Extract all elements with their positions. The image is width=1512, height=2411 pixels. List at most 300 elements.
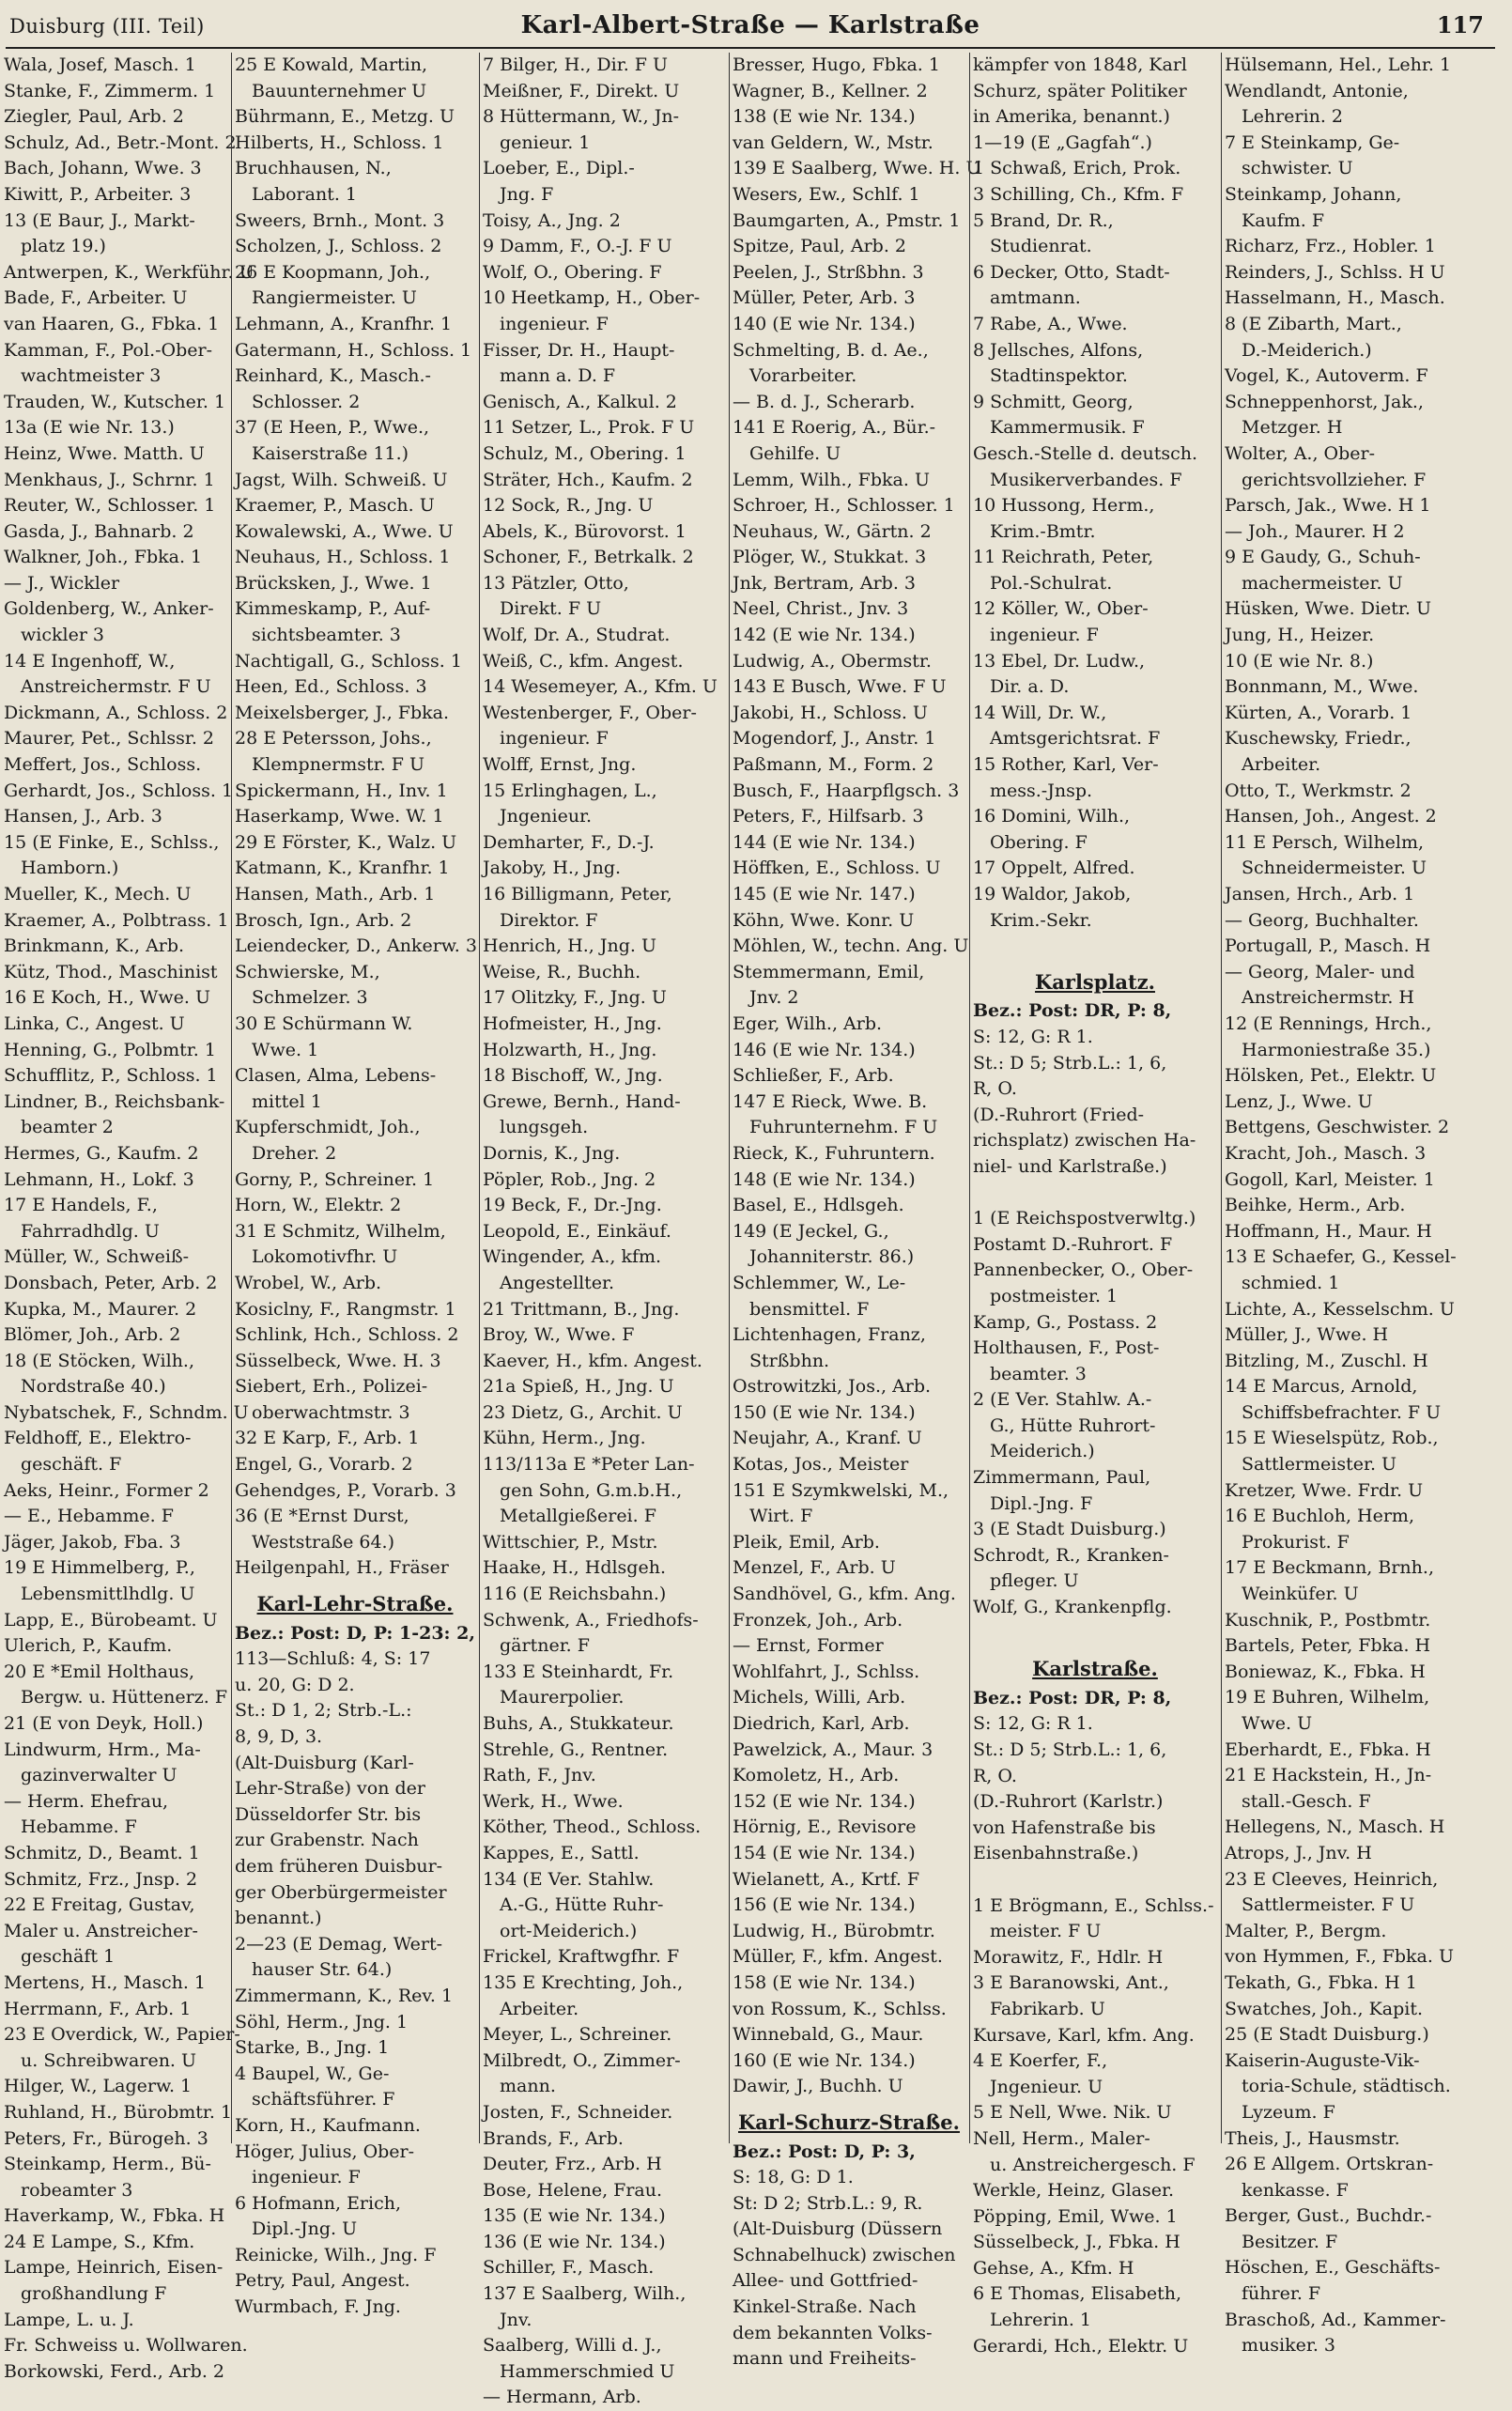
directory-entry: Harmoniestraße 35.) <box>1242 1039 1431 1060</box>
directory-entry: beamter. 3 <box>990 1363 1087 1384</box>
directory-entry: 140 (E wie Nr. 134.) <box>733 313 916 334</box>
directory-entry: St.: D 1, 2; Strb.-L.: <box>235 1700 412 1722</box>
directory-entry: 11 Setzer, L., Prok. F U <box>483 417 695 439</box>
directory-entry: Meiderich.) <box>990 1441 1095 1462</box>
directory-entry: Ruhland, H., Bürobmtr. 1 <box>4 2101 233 2123</box>
directory-entry: Brücksken, J., Wwe. 1 <box>235 572 432 594</box>
directory-entry: Hansen, Math., Arb. 1 <box>235 884 436 904</box>
column-4 <box>733 53 981 2370</box>
directory-entry: 6 Hofmann, Erich, <box>235 2192 402 2214</box>
directory-entry: Höger, Julius, Ober- <box>235 2141 415 2162</box>
directory-entry: Bose, Helene, Frau. <box>483 2179 663 2201</box>
directory-entry: 21 (E von Deyk, Holl.) <box>4 1713 204 1734</box>
directory-entry: Bruchhausen, N., <box>235 158 392 179</box>
directory-entry: Abels, K., Bürovorst. 1 <box>483 520 687 542</box>
directory-entry: Fisser, Dr. H., Haupt- <box>483 339 675 361</box>
directory-entry: hauser Str. 64.) <box>252 1959 393 1981</box>
directory-entry: Brosch, Ign., Arb. 2 <box>235 909 412 931</box>
directory-entry: 29 E Förster, K., Walz. U <box>235 831 457 853</box>
directory-entry: 8, 9, D, 3. <box>235 1726 323 1747</box>
directory-entry: Michels, Willi, Arb. <box>733 1687 906 1708</box>
directory-entry: Eger, Wilh., Arb. <box>733 1012 883 1034</box>
directory-entry: Pawelzick, A., Maur. 3 <box>733 1739 933 1760</box>
directory-entry: Kütz, Thod., Maschinist <box>4 961 218 982</box>
directory-entry: van Haaren, G., Fbka. 1 <box>4 313 220 334</box>
directory-entry: Strßbhn. <box>749 1350 830 1371</box>
directory-entry: Werk, H., Wwe. <box>483 1790 624 1812</box>
directory-entry: Meffert, Jos., Schloss. <box>4 754 202 776</box>
directory-entry: Nordstraße 40.) <box>21 1376 166 1398</box>
directory-entry: 16 E Koch, H., Wwe. U <box>4 987 211 1009</box>
directory-entry: 23 Dietz, G., Archit. U <box>483 1401 683 1423</box>
directory-entry: Wesers, Ew., Schlf. 1 <box>733 183 920 205</box>
directory-entry: genieur. 1 <box>500 131 591 153</box>
directory-entry: schäftsführer. F <box>252 2089 395 2110</box>
directory-entry: Theis, J., Hausmstr. <box>1225 2127 1400 2149</box>
directory-entry: Hasselmann, H., Masch. <box>1225 287 1445 309</box>
directory-entry: von Hymmen, F., Fbka. U <box>1225 1946 1454 1968</box>
column-divider <box>1221 53 1222 2143</box>
directory-entry: Jnv. <box>500 2309 532 2330</box>
directory-entry: Parsch, Jak., Wwe. H 1 <box>1225 495 1431 517</box>
directory-entry: 12 Köller, W., Ober- <box>973 598 1149 620</box>
directory-entry: Lichtenhagen, Franz, <box>733 1324 926 1346</box>
directory-entry: Lapp, E., Bürobeamt. U <box>4 1609 218 1631</box>
directory-entry: Plöger, W., Stukkat. 3 <box>733 547 927 568</box>
directory-entry: 8 Hüttermann, W., Jn- <box>483 106 680 128</box>
directory-entry: Möhlen, W., techn. Ang. U <box>733 935 969 957</box>
directory-entry: ingenieur. F <box>500 728 609 750</box>
directory-entry: G., Hütte Ruhrort- <box>990 1414 1156 1436</box>
street-heading: Karlsplatz. <box>1035 969 1155 994</box>
directory-entry: 18 Bischoff, W., Jng. <box>483 1065 663 1087</box>
directory-entry: St.: D 5; Strb.L.: 1, 6, <box>973 1739 1167 1760</box>
directory-entry: 8 (E Zibarth, Mart., <box>1225 313 1402 334</box>
directory-entry: Jngenieur. <box>500 806 593 827</box>
directory-entry: Borkowski, Ferd., Arb. 2 <box>4 2360 225 2382</box>
directory-entry: Sattlermeister. F U <box>1242 1894 1415 1916</box>
directory-entry: Hamborn.) <box>21 858 119 879</box>
volume-label: Duisburg (III. Teil) <box>9 15 205 38</box>
directory-entry: Lindner, B., Reichsbank- <box>4 1090 225 1112</box>
directory-entry: 141 E Roerig, A., Bür.- <box>733 417 936 439</box>
directory-entry: Düsseldorfer Str. bis <box>235 1803 422 1825</box>
directory-entry: 16 E Buchloh, Herm, <box>1225 1506 1414 1527</box>
directory-entry: Mueller, K., Mech. U <box>4 884 192 904</box>
directory-entry: Kraemer, P., Masch. U <box>235 495 435 517</box>
street-heading: Karlstraße. <box>1032 1657 1158 1681</box>
directory-entry: Siebert, Erh., Polizei- <box>235 1376 428 1398</box>
directory-entry: Josten, F., Schneider. <box>483 2101 673 2123</box>
directory-entry: Spickermann, H., Inv. 1 <box>235 780 448 801</box>
directory-entry: 10 Heetkamp, H., Ober- <box>483 287 701 309</box>
directory-entry: 14 Wesemeyer, A., Kfm. U <box>483 676 717 698</box>
directory-entry: Meißner, F., Direkt. U <box>483 80 680 101</box>
directory-entry: — Hermann, Arb. <box>483 2387 641 2408</box>
directory-entry: 5 Brand, Dr. R., <box>973 209 1114 231</box>
directory-entry: Hüsken, Wwe. Dietr. U <box>1225 598 1432 620</box>
directory-entry: Kursave, Karl, kfm. Ang. <box>973 2024 1195 2046</box>
directory-entry: 1—19 (E „Gagfah“.) <box>973 131 1152 153</box>
directory-entry: meister. F U <box>990 1921 1102 1942</box>
directory-entry: 17 Oppelt, Alfred. <box>973 858 1135 879</box>
directory-entry: richsplatz) zwischen Ha- <box>973 1130 1196 1151</box>
directory-entry: Toisy, A., Jng. 2 <box>483 209 621 231</box>
directory-entry: Höschen, E., Geschäfts- <box>1225 2257 1441 2279</box>
directory-entry: Lebensmittlhdlg. U <box>21 1584 195 1605</box>
directory-entry: Kuschewsky, Friedr., <box>1225 728 1412 750</box>
column-divider <box>729 53 730 2143</box>
directory-entry: Allee- und Gottfried- <box>733 2270 918 2292</box>
directory-entry: Frickel, Kraftwgfhr. F <box>483 1946 680 1968</box>
directory-entry: Süsselbeck, J., Fbka. H <box>973 2232 1180 2253</box>
directory-entry: R, O. <box>973 1078 1017 1100</box>
directory-entry: 4 E Koerfer, F., <box>973 2050 1108 2072</box>
directory-entry: Katmann, K., Kranfhr. 1 <box>235 858 450 879</box>
directory-entry: Wolter, A., Ober- <box>1225 442 1376 464</box>
directory-entry: 13 Pätzler, Otto, <box>483 572 629 594</box>
directory-entry: Ziegler, Paul, Arb. 2 <box>4 106 184 128</box>
district-info: Bez.: Post: D, P: 3, <box>733 2141 916 2162</box>
directory-entry: 142 (E wie Nr. 134.) <box>733 625 916 646</box>
directory-entry: Hermes, G., Kaufm. 2 <box>4 1142 199 1164</box>
directory-entry: Kupka, M., Maurer. 2 <box>4 1298 197 1320</box>
directory-entry: Hülsemann, Hel., Lehr. 1 <box>1225 54 1452 75</box>
directory-entry: 13a (E wie Nr. 13.) <box>4 417 175 439</box>
directory-entry: — B. d. J., Scherarb. <box>733 391 916 412</box>
directory-entry: pfleger. U <box>990 1570 1079 1592</box>
directory-entry: Weiß, C., kfm. Angest. <box>483 650 684 672</box>
directory-entry: S: 18, G: D 1. <box>733 2167 854 2188</box>
directory-entry: Bührmann, E., Metzg. U <box>235 106 455 128</box>
directory-entry: 3 E Baranowski, Ant., <box>973 1972 1169 1994</box>
directory-columns <box>4 53 1506 2408</box>
directory-entry: Rieck, K., Fuhruntern. <box>733 1142 935 1164</box>
directory-entry: Neel, Christ., Jnv. 3 <box>733 598 909 620</box>
directory-entry: Schufflitz, P., Schloss. 1 <box>4 1065 218 1087</box>
directory-entry: Ludwig, H., Bürobmtr. <box>733 1920 935 1941</box>
directory-entry: Neuhaus, W., Gärtn. 2 <box>733 520 932 542</box>
directory-entry: Süsselbeck, Wwe. H. 3 <box>235 1350 441 1371</box>
directory-entry: Kaiserin-Auguste-Vik- <box>1225 2049 1420 2071</box>
directory-entry: Mertens, H., Masch. 1 <box>4 1971 206 1993</box>
directory-entry: Reinhard, K., Masch.- <box>235 365 431 387</box>
directory-entry: 151 E Szymkwelski, M., <box>733 1479 949 1501</box>
directory-entry: — Georg, Maler- und <box>1225 961 1415 982</box>
directory-entry: St: D 2; Strb.L.: 9, R. <box>733 2192 923 2214</box>
directory-entry: Holthausen, F., Post- <box>973 1337 1160 1359</box>
directory-entry: Lehr-Straße) von der <box>235 1778 425 1800</box>
directory-entry: 11 Reichrath, Peter, <box>973 547 1154 568</box>
directory-entry: Schroer, H., Schlosser. 1 <box>733 495 955 517</box>
directory-entry: 148 (E wie Nr. 134.) <box>733 1168 916 1190</box>
directory-entry: 134 (E Ver. Stahlw. <box>483 1868 655 1890</box>
directory-entry: toria-Schule, städtisch. <box>1242 2076 1451 2097</box>
directory-entry: Komoletz, H., Arb. <box>733 1765 900 1786</box>
directory-entry: Sandhövel, G., kfm. Ang. <box>733 1584 956 1605</box>
directory-entry: Jäger, Jakob, Fba. 3 <box>4 1531 181 1553</box>
directory-entry: 36 (E *Ernst Durst, <box>235 1506 409 1527</box>
directory-entry: 150 (E wie Nr. 134.) <box>733 1401 916 1423</box>
directory-entry: Heinz, Wwe. Matth. U <box>4 442 205 464</box>
directory-entry: Fahrradhdlg. U <box>21 1220 160 1242</box>
directory-entry: Schnabelhuck) zwischen <box>733 2244 956 2265</box>
directory-entry: Klempnermstr. F U <box>252 754 424 776</box>
directory-entry: Bach, Johann, Wwe. 3 <box>4 158 202 179</box>
directory-entry: 5 E Nell, Wwe. Nik. U <box>973 2102 1172 2124</box>
directory-entry: mann. <box>500 2076 556 2097</box>
directory-entry: Lyzeum. F <box>1242 2101 1335 2123</box>
directory-entry: 15 Erlinghagen, L., <box>483 780 657 801</box>
column-1 <box>4 53 255 2382</box>
directory-entry: Haverkamp, W., Fbka. H <box>4 2205 225 2227</box>
directory-entry: Menkhaus, J., Schrnr. 1 <box>4 469 215 490</box>
directory-entry: Studienrat. <box>990 236 1092 257</box>
directory-entry: Bauunternehmer U <box>252 80 427 101</box>
directory-entry: 28 E Petersson, Johs., <box>235 728 432 750</box>
directory-entry: Kiwitt, P., Arbeiter. 3 <box>4 183 192 205</box>
directory-entry: Maurerpolier. <box>500 1687 625 1708</box>
directory-entry: Hilberts, H., Schloss. 1 <box>235 131 444 153</box>
directory-entry: Kaufm. F <box>1242 209 1325 231</box>
directory-entry: Walkner, Joh., Fbka. 1 <box>4 547 203 568</box>
directory-entry: Bergw. u. Hüttenerz. F <box>21 1687 228 1708</box>
directory-entry: Saalberg, Willi d. J., <box>483 2335 662 2357</box>
directory-entry: Bade, F., Arbeiter. U <box>4 287 188 309</box>
directory-entry: Richarz, Frz., Hobler. 1 <box>1225 236 1436 257</box>
directory-entry: Wurmbach, F. Jng. <box>235 2296 401 2318</box>
directory-entry: 20 E *Emil Holthaus, <box>4 1661 195 1682</box>
directory-entry: Hörnig, E., Revisore <box>733 1816 917 1838</box>
directory-entry: Kupferschmidt, Joh., <box>235 1117 421 1138</box>
directory-entry <box>973 1181 1217 1207</box>
directory-entry: Gehilfe. U <box>749 442 841 464</box>
directory-entry: Loeber, E., Dipl.- <box>483 158 635 179</box>
directory-entry: Hofmeister, H., Jng. <box>483 1012 662 1034</box>
directory-entry: Lampe, Heinrich, Eisen- <box>4 2257 224 2279</box>
directory-entry: 116 (E Reichsbahn.) <box>483 1584 667 1605</box>
directory-entry: ingenieur. F <box>252 2167 361 2188</box>
directory-entry: Schlosser. 2 <box>252 391 361 412</box>
directory-entry: 147 E Rieck, Wwe. B. <box>733 1090 928 1112</box>
directory-entry: 6 E Thomas, Elisabeth, <box>973 2283 1181 2305</box>
directory-entry: Weinküfer. U <box>1242 1584 1359 1605</box>
directory-entry: Metzger. H <box>1242 417 1343 439</box>
directory-entry: Bitzling, M., Zuschl. H <box>1225 1350 1428 1371</box>
directory-entry: 6 Decker, Otto, Stadt- <box>973 261 1170 283</box>
directory-entry: postmeister. 1 <box>990 1285 1119 1306</box>
directory-entry: 21a Spieß, H., Jng. U <box>483 1376 674 1398</box>
directory-entry: musiker. 3 <box>1242 2335 1336 2357</box>
directory-entry: 10 Hussong, Herm., <box>973 495 1155 517</box>
directory-entry: lungsgeh. <box>500 1117 589 1138</box>
directory-entry: Eisenbahnstraße.) <box>973 1843 1139 1864</box>
directory-entry: (Alt-Duisburg (Karl- <box>235 1752 414 1773</box>
directory-entry: Jng. F <box>500 183 554 205</box>
directory-entry: Lindwurm, Hrm., Ma- <box>4 1739 201 1760</box>
directory-entry: Gorny, P., Schreiner. 1 <box>235 1168 435 1190</box>
directory-entry: Wolf, G., Krankenpflg. <box>973 1597 1172 1618</box>
directory-entry: (D.-Ruhrort (Fried- <box>973 1104 1145 1125</box>
district-info: Bez.: Post: DR, P: 8, <box>973 1687 1172 1708</box>
directory-entry: Pleik, Emil, Arb. <box>733 1531 880 1553</box>
directory-entry: — Ernst, Former <box>733 1635 884 1657</box>
directory-entry: Bresser, Hugo, Fbka. 1 <box>733 54 940 75</box>
directory-entry: 139 E Saalberg, Wwe. H. U <box>733 158 981 179</box>
directory-entry: Starke, B., Jng. 1 <box>235 2037 390 2059</box>
directory-entry: Kimmeskamp, P., Auf- <box>235 598 431 620</box>
directory-entry: Kraemer, A., Polbtrass. 1 <box>4 909 229 931</box>
directory-entry: mann a. D. F <box>500 365 616 387</box>
directory-entry: Jngenieur. U <box>990 2076 1103 2097</box>
directory-entry: Maler u. Anstreicher- <box>4 1920 198 1941</box>
directory-entry: Gesch.-Stelle d. deutsch. <box>973 442 1198 464</box>
directory-entry: 138 (E wie Nr. 134.) <box>733 106 916 128</box>
directory-entry: Kuschnik, P., Postbmtr. <box>1225 1609 1431 1631</box>
directory-entry: Steinkamp, Johann, <box>1225 183 1402 205</box>
directory-entry <box>973 1867 1217 1893</box>
directory-entry: Anstreichermstr. H <box>1242 987 1414 1009</box>
directory-entry: robeamter 3 <box>21 2179 133 2201</box>
directory-entry: gen Sohn, G.m.b.H., <box>500 1479 683 1501</box>
directory-entry: Meyer, L., Schreiner. <box>483 2024 672 2046</box>
directory-entry: Wolff, Ernst, Jng. <box>483 754 637 776</box>
directory-entry: Weise, R., Buchh. <box>483 961 641 982</box>
directory-entry: Atrops, J., Jnv. H <box>1225 1842 1372 1863</box>
directory-entry: Gerardi, Hch., Elektr. U <box>973 2335 1189 2357</box>
directory-entry: 25 (E Stadt Duisburg.) <box>1225 2024 1429 2046</box>
directory-entry: 133 E Steinhardt, Fr. <box>483 1661 674 1682</box>
directory-entry <box>973 934 1217 960</box>
directory-entry: van Geldern, W., Mstr. <box>733 131 933 153</box>
directory-entry: Trauden, W., Kutscher. 1 <box>4 391 226 412</box>
directory-entry: 19 E Himmelberg, P., <box>4 1557 195 1579</box>
directory-entry: Arbeiter. <box>1242 754 1321 776</box>
directory-entry: Schwierske, M., <box>235 961 380 982</box>
page-header <box>6 8 1495 49</box>
directory-entry: Neujahr, A., Kranf. U <box>733 1428 922 1449</box>
directory-entry: 9 E Gaudy, G., Schuh- <box>1225 547 1421 568</box>
directory-entry: 136 (E wie Nr. 134.) <box>483 2231 666 2252</box>
directory-entry: Kühn, Herm., Jng. <box>483 1428 646 1449</box>
directory-entry: Linka, C., Angest. U <box>4 1012 185 1034</box>
directory-entry: Mogendorf, J., Anstr. 1 <box>733 728 936 750</box>
directory-entry: Lehmann, H., Lokf. 3 <box>4 1168 194 1190</box>
directory-entry: 23 E Overdick, W., Papier- <box>4 2024 240 2046</box>
directory-entry: Lenz, J., Wwe. U <box>1225 1090 1373 1112</box>
directory-entry: Kammermusik. F <box>990 417 1145 439</box>
page-number: 117 <box>1436 11 1484 39</box>
directory-entry: Schulz, Ad., Betr.-Mont. 2 <box>4 131 237 153</box>
column-3 <box>483 53 725 2408</box>
directory-entry: Peters, F., Hilfsarb. 3 <box>733 806 924 827</box>
directory-entry: Korn, H., Kaufmann. <box>235 2114 421 2136</box>
directory-entry: 144 (E wie Nr. 134.) <box>733 831 916 853</box>
directory-entry: 10 (E wie Nr. 8.) <box>1225 650 1374 672</box>
directory-entry: Sattlermeister. U <box>1242 1454 1397 1476</box>
directory-entry: Müller, J., Wwe. H <box>1225 1324 1389 1346</box>
directory-entry: Grewe, Bernh., Hand- <box>483 1090 681 1112</box>
directory-entry: 7 Bilger, H., Dir. F U <box>483 54 669 75</box>
directory-entry: Boniewaz, K., Fbka. H <box>1225 1661 1426 1682</box>
directory-entry: Holzwarth, H., Jng. <box>483 1039 657 1060</box>
directory-entry: Bettgens, Geschwister. 2 <box>1225 1117 1450 1138</box>
directory-entry: Fuhrunternehm. F U <box>749 1117 938 1138</box>
directory-entry: Baumgarten, A., Pmstr. 1 <box>733 209 961 231</box>
directory-entry: Ostrowitzki, Jos., Arb. <box>733 1376 932 1398</box>
directory-entry: von Hafenstraße bis <box>973 1816 1156 1838</box>
directory-entry: mittel 1 <box>252 1090 322 1112</box>
directory-entry: Milbredt, O., Zimmer- <box>483 2049 681 2071</box>
directory-entry: 12 Sock, R., Jng. U <box>483 495 654 517</box>
directory-entry: 32 E Karp, F., Arb. 1 <box>235 1428 420 1449</box>
directory-entry: Anstreichermstr. F U <box>21 676 211 698</box>
directory-entry: 145 (E wie Nr. 147.) <box>733 884 916 904</box>
directory-entry: Menzel, F., Arb. U <box>733 1557 896 1579</box>
directory-entry: Dipl.-Jng. F <box>990 1492 1093 1514</box>
directory-entry: Besitzer. F <box>1242 2231 1338 2252</box>
directory-entry: Portugall, P., Masch. H <box>1225 935 1431 957</box>
directory-entry: 31 E Schmitz, Wilhelm, <box>235 1220 446 1242</box>
directory-entry: Sträter, Hch., Kaufm. 2 <box>483 469 693 490</box>
directory-entry: Lehrerin. 2 <box>1242 106 1343 128</box>
directory-entry: machermeister. U <box>1242 572 1403 594</box>
directory-entry: Direktor. F <box>500 909 598 931</box>
directory-entry: 152 (E wie Nr. 134.) <box>733 1790 916 1812</box>
directory-entry: Schmelzer. 3 <box>252 987 368 1009</box>
directory-entry: Ulerich, P., Kaufm. <box>4 1635 173 1657</box>
directory-entry: mess.-Jnsp. <box>990 780 1093 801</box>
directory-entry: 4 Baupel, W., Ge- <box>235 2063 390 2084</box>
directory-entry: Lichte, A., Kesselschm. U <box>1225 1298 1455 1320</box>
directory-entry: Wendlandt, Antonie, <box>1225 80 1409 101</box>
directory-entry: Wolf, Dr. A., Studrat. <box>483 625 671 646</box>
directory-entry: führer. F <box>1242 2283 1321 2305</box>
directory-entry: dem früheren Duisbur- <box>235 1855 443 1877</box>
directory-entry: Weststraße 64.) <box>252 1531 395 1553</box>
directory-entry: Köther, Theod., Schloss. <box>483 1816 702 1838</box>
directory-entry: Clasen, Alma, Lebens- <box>235 1065 437 1087</box>
directory-entry: Bartels, Peter, Fbka. H <box>1225 1635 1431 1657</box>
directory-entry: — Herm. Ehefrau, <box>4 1790 169 1812</box>
directory-entry: 22 E Freitag, Gustav, <box>4 1894 195 1916</box>
directory-entry: Gatermann, H., Schloss. 1 <box>235 339 472 361</box>
directory-entry: Swatches, Joh., Kapit. <box>1225 1998 1424 2019</box>
directory-entry: Hölsken, Pet., Elektr. U <box>1225 1065 1437 1087</box>
directory-entry: — Joh., Maurer. H 2 <box>1225 520 1405 542</box>
directory-entry: wachtmeister 3 <box>21 365 162 387</box>
directory-entry: Kinkel-Straße. Nach <box>733 2296 917 2318</box>
directory-entry: 7 E Steinkamp, Ge- <box>1225 131 1400 153</box>
directory-entry: 156 (E wie Nr. 134.) <box>733 1894 916 1916</box>
directory-entry: Laborant. 1 <box>252 183 357 205</box>
directory-entry: Eberhardt, E., Fbka. H <box>1225 1739 1431 1760</box>
directory-entry: Dickmann, A., Schloss. 2 <box>4 702 228 723</box>
directory-entry: großhandlung F <box>21 2283 167 2305</box>
directory-entry: Schmitz, Frz., Jnsp. 2 <box>4 1868 198 1890</box>
column-5 <box>973 53 1217 2357</box>
directory-entry: Kosiclny, F., Rangmstr. 1 <box>235 1298 456 1320</box>
directory-entry: 1 Schwaß, Erich, Prok. <box>973 158 1181 179</box>
directory-entry: Hammerschmied U <box>500 2360 675 2382</box>
street-heading: Karl-Lehr-Straße. <box>256 1592 454 1616</box>
street-heading: Karl-Schurz-Straße. <box>738 2110 960 2134</box>
directory-entry: Wrobel, W., Arb. <box>235 1272 382 1293</box>
directory-entry: 13 Ebel, Dr. Ludw., <box>973 650 1146 672</box>
directory-entry: Pöpler, Rob., Jng. 2 <box>483 1168 656 1190</box>
directory-entry: Kaever, H., kfm. Angest. <box>483 1350 702 1371</box>
directory-entry: Schiffsbefrachter. F U <box>1242 1401 1442 1423</box>
